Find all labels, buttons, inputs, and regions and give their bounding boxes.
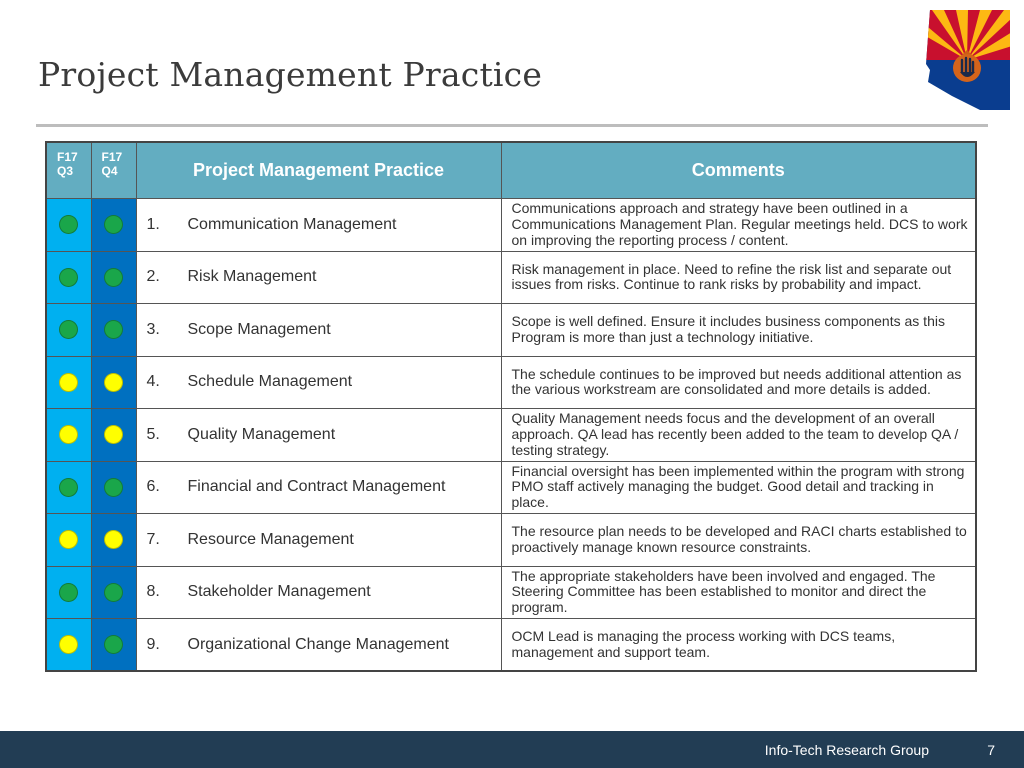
comment-cell: Communications approach and strategy have been outlined in a Communications Management Plan. Regular meetings held. DCS to work on improving the reporting process / content. [501, 199, 976, 252]
comment-cell: The appropriate stakeholders have been involved and engaged. The Steering Committee has been established to monitor and direct the program. [501, 566, 976, 619]
practice-cell [136, 356, 501, 409]
practice-number: 6. [146, 478, 160, 496]
q4-status-dot [104, 530, 123, 549]
practice-cell [136, 199, 501, 252]
header-f17-q4: F17 Q4 [91, 142, 136, 199]
comment-cell: Scope is well defined. Ensure it includes business components as this Program is more than just a technology initiative. [501, 304, 976, 357]
q3-status-dot [59, 478, 78, 497]
comment-cell: The resource plan needs to be developed and RACI charts established to proactively manage known resource constraints. [501, 514, 976, 567]
practice-number: 5. [146, 425, 160, 443]
q4-status-cell [91, 619, 136, 672]
table-header-row [46, 142, 976, 199]
q4-status-cell [91, 409, 136, 462]
q4-status-cell [91, 356, 136, 409]
practice-cell [136, 566, 501, 619]
practice-name: Communication Management [187, 215, 397, 233]
practice-number: 9. [146, 635, 160, 653]
arizona-flag-logo [922, 10, 1012, 114]
practice-name: Resource Management [187, 530, 354, 548]
practice-cell [136, 461, 501, 514]
q3-status-cell [46, 461, 91, 514]
page-title: Project Management Practice [38, 55, 543, 94]
table-row [46, 514, 976, 567]
q4-status-dot [104, 478, 123, 497]
q3-status-dot [59, 268, 78, 287]
q4-status-dot [104, 320, 123, 339]
comment-cell: OCM Lead is managing the process working with DCS teams, management and support team. [501, 619, 976, 672]
practice-number: 4. [146, 373, 160, 391]
q3-status-dot [59, 320, 78, 339]
q4-status-cell [91, 566, 136, 619]
q4-status-dot [104, 583, 123, 602]
practice-name: Risk Management [187, 268, 317, 286]
practice-name: Financial and Contract Management [187, 478, 446, 496]
q4-status-dot [104, 425, 123, 444]
q4-status-cell [91, 199, 136, 252]
table-row [46, 251, 976, 304]
q3-status-dot [59, 425, 78, 444]
q4-status-dot [104, 635, 123, 654]
page-number: 7 [987, 742, 995, 758]
practice-name: Scope Management [187, 320, 331, 338]
header-practice: Project Management Practice [136, 142, 501, 199]
header-comments: Comments [501, 142, 976, 199]
q3-status-cell [46, 566, 91, 619]
practice-number: 8. [146, 583, 160, 601]
q3-status-cell [46, 199, 91, 252]
q4-status-cell [91, 514, 136, 567]
q4-status-dot [104, 268, 123, 287]
q3-status-cell [46, 304, 91, 357]
practice-number: 3. [146, 320, 160, 338]
q3-status-dot [59, 583, 78, 602]
practice-name: Schedule Management [187, 373, 353, 391]
table-row [46, 566, 976, 619]
table-row [46, 304, 976, 357]
q3-status-dot [59, 373, 78, 392]
practice-name: Quality Management [187, 425, 336, 443]
q3-status-cell [46, 409, 91, 462]
table-row [46, 409, 976, 462]
practice-cell [136, 304, 501, 357]
practice-number: 1. [146, 215, 160, 233]
practice-cell [136, 514, 501, 567]
comment-cell: Quality Management needs focus and the development of an overall approach. QA lead has recently been added to the team to develop QA / testing strategy. [501, 409, 976, 462]
practice-cell [136, 251, 501, 304]
footer-organization: Info-Tech Research Group [764, 742, 929, 758]
table-row [46, 619, 976, 672]
q3-status-cell [46, 251, 91, 304]
q4-status-cell [91, 461, 136, 514]
title-divider [36, 124, 988, 127]
q3-status-cell [46, 619, 91, 672]
practice-table [45, 141, 977, 672]
table-row [46, 199, 976, 252]
q3-status-dot [59, 530, 78, 549]
table-row [46, 461, 976, 514]
q4-status-cell [91, 251, 136, 304]
practice-number: 7. [146, 530, 160, 548]
practice-cell [136, 409, 501, 462]
practice-name: Organizational Change Management [187, 635, 449, 653]
practice-number: 2. [146, 268, 160, 286]
q3-status-dot [59, 635, 78, 654]
comment-cell: Financial oversight has been implemented within the program with strong PMO staff actively managing the budget. Good detail and tracking in place. [501, 461, 976, 514]
comment-cell: Risk management in place. Need to refine the risk list and separate out issues from risks. Continue to rank risks by probability and impact. [501, 251, 976, 304]
table-row [46, 356, 976, 409]
footer-bar [0, 731, 1024, 768]
practice-name: Stakeholder Management [187, 583, 371, 601]
q3-status-cell [46, 514, 91, 567]
q4-status-dot [104, 215, 123, 234]
practice-cell [136, 619, 501, 672]
q3-status-dot [59, 215, 78, 234]
q3-status-cell [46, 356, 91, 409]
header-f17-q3: F17 Q3 [46, 142, 91, 199]
comment-cell: The schedule continues to be improved but needs additional attention as the various workstream are consolidated and more details is added. [501, 356, 976, 409]
q4-status-dot [104, 373, 123, 392]
q4-status-cell [91, 304, 136, 357]
